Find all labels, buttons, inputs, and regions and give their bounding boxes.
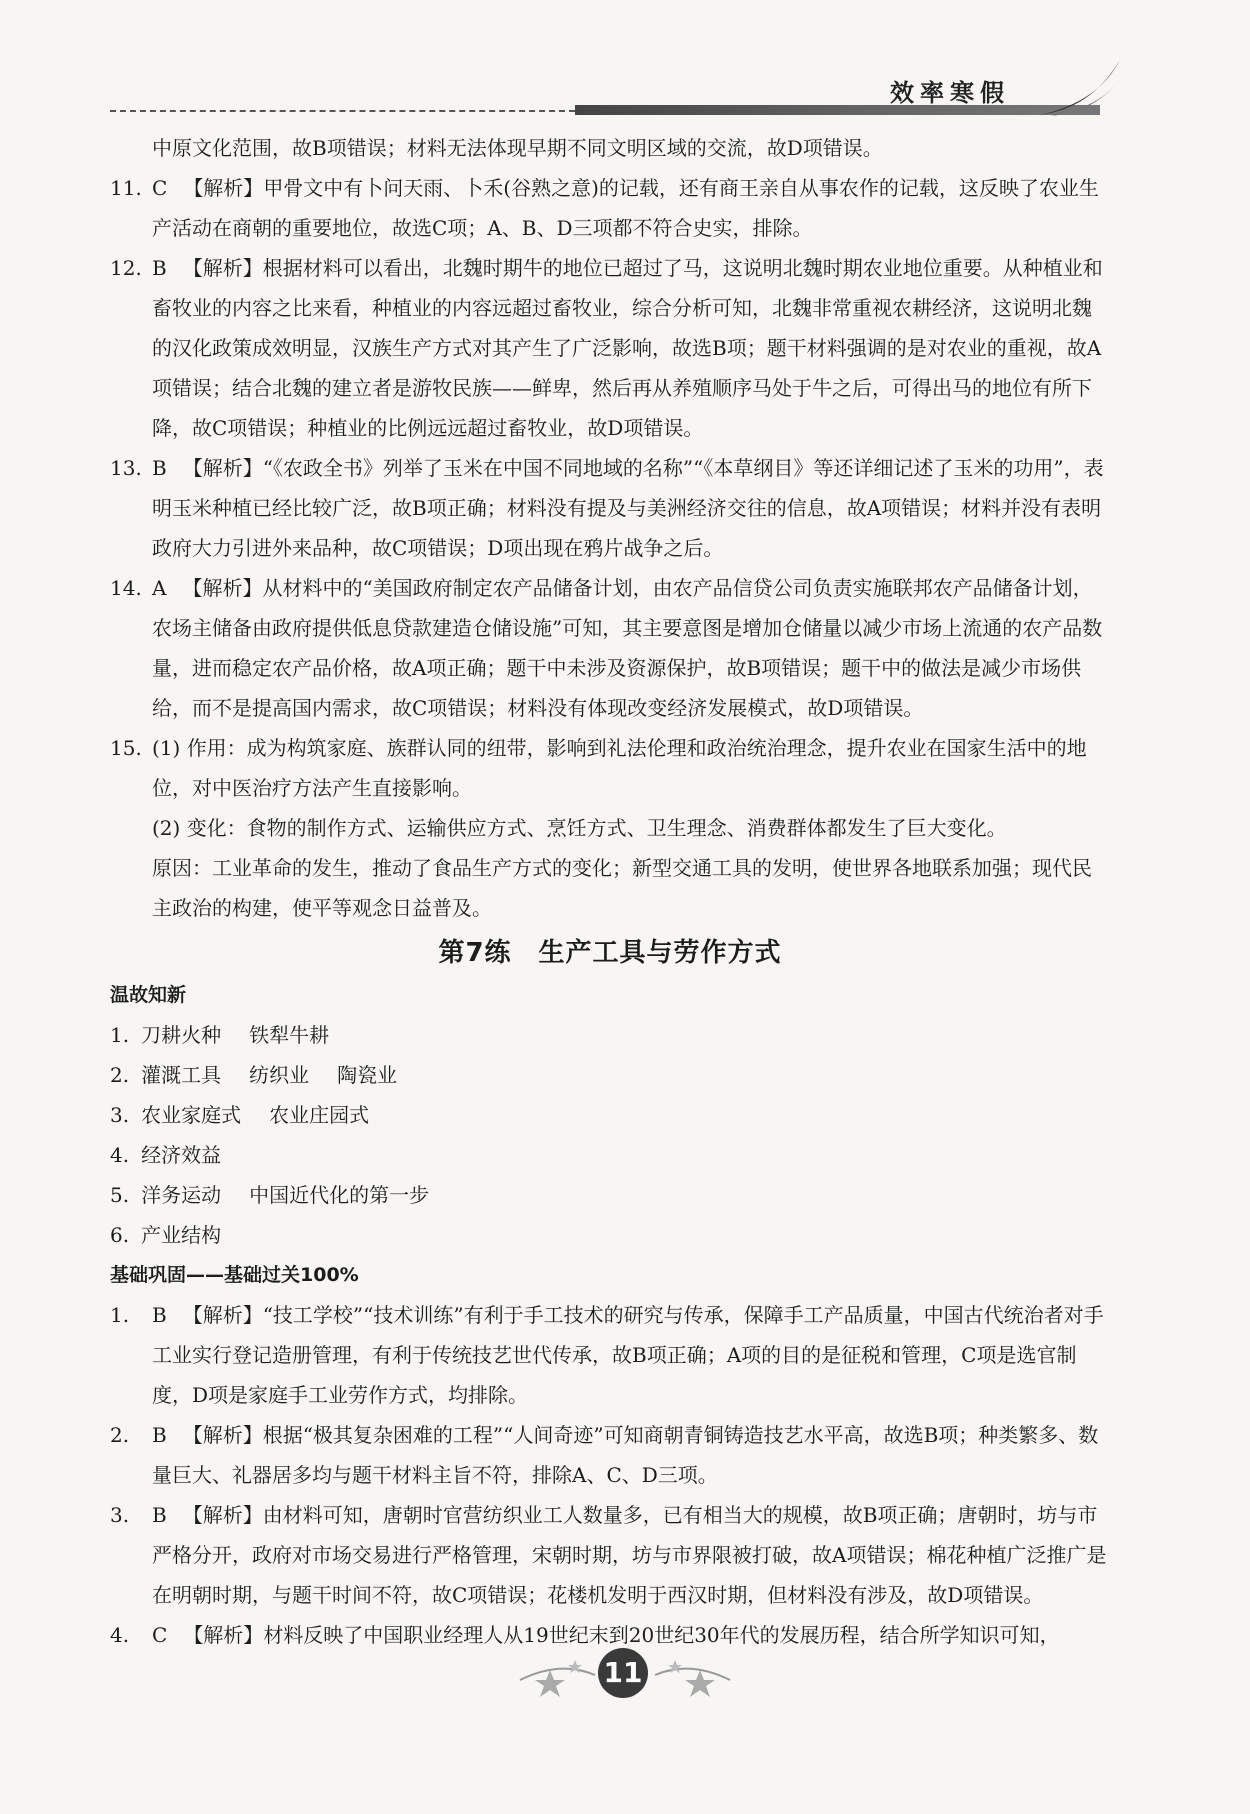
review-answer: 中国近代化的第一步 [249,1183,430,1207]
answer-letter: B [152,1423,167,1447]
answer-number: 1. [110,1303,130,1327]
analysis-text: 由材料可知，唐朝时官营纺织业工人数量多，已有相当大的规模，故B项正确；唐朝时，坊与市严格分开，政府对市场交易进行严格管理，宋朝时期，坊与市界限被打破，故A项错误；棉花种植广泛推广是在明朝时期，与题干时间不符，故C项错误；花楼机发明于西汉时期，但材料没有涉及，故D项错误。 [152,1503,1107,1607]
review-list [110,1015,1110,1255]
page-content [110,128,1110,1655]
review-answer: 刀耕火种 [141,1023,222,1047]
review-answer: 农业家庭式 [141,1103,242,1127]
review-number: 5. [110,1183,130,1207]
review-number: 6. [110,1223,130,1247]
analysis-text: 甲骨文中有卜问天雨、卜禾(谷熟之意)的记载，还有商王亲自从事农作的记载，这反映了农业生产活动在商朝的重要地位，故选C项；A、B、D三项都不符合史实，排除。 [152,176,1099,240]
analysis-text: 材料反映了中国职业经理人从19世纪末到20世纪30年代的发展历程，结合所学知识可知， [263,1623,1060,1647]
review-item [110,1015,1110,1055]
q15-part1 [110,728,1110,808]
analysis-tag: 【解析】 [182,1423,263,1447]
review-number: 2. [110,1063,130,1087]
answer-letter: B [152,256,167,280]
answer-letter: A [152,576,167,600]
section-title: 第7练 生产工具与劳作方式 [438,938,782,968]
page-number: 11 [598,1648,648,1698]
answer-number: 14. [110,576,142,600]
answer-item [110,168,1110,248]
answer-letter: B [152,456,167,480]
answers-top-list [110,168,1110,728]
review-answer: 洋务运动 [141,1183,222,1207]
answer-item [110,1415,1110,1495]
review-number: 1. [110,1023,130,1047]
header-bar [575,105,1100,115]
basics-list [110,1295,1110,1655]
analysis-text: 根据“极其复杂困难的工程”“人间奇迹”可知商朝青铜铸造技艺水平高，故选B项；种类繁多、数量巨大、礼器居多均与题干材料主旨不符，排除A、C、D三项。 [152,1423,1099,1487]
page-footer [510,1640,740,1710]
answer-number: 3. [110,1503,130,1527]
review-answer: 产业结构 [141,1223,222,1247]
review-heading: 温故知新 [110,984,187,1006]
review-item [110,1055,1110,1095]
answer-item [110,448,1110,568]
review-answer: 陶瓷业 [337,1063,398,1087]
intro-line: 中原文化范围，故B项错误；材料无法体现早期不同文明区域的交流，故D项错误。 [152,136,883,160]
analysis-text: 根据材料可以看出，北魏时期牛的地位已超过了马，这说明北魏时期农业地位重要。从种植业和畜牧业的内容之比来看，种植业的内容远超过畜牧业，综合分析可知，北魏非常重视农耕经济，这说明北魏的汉化政策成效明显，汉族生产方式对其产生了广泛影响，故选B项；题干材料强调的是对农业的重视，故A项错误；结合北魏的建立者是游牧民族——鲜卑，然后再从养殖顺序马处于牛之后，可得出马的地位有所下降，故C项错误；种植业的比例远远超过畜牧业，故D项错误。 [152,256,1103,440]
answer-item [110,1295,1110,1415]
q15-part3: 原因：工业革命的发生，推动了食品生产方式的变化；新型交通工具的发明，使世界各地联系加强；现代民主政治的构建，使平等观念日益普及。 [152,856,1092,920]
answer-number: 12. [110,256,142,280]
review-answer: 铁犁牛耕 [249,1023,330,1047]
review-answer: 经济效益 [141,1143,222,1167]
q15-part1-text: (1) 作用：成为构筑家庭、族群认同的纽带，影响到礼法伦理和政治统治理念，提升农业在国家生活中的地位，对中医治疗方法产生直接影响。 [152,736,1087,800]
review-item [110,1215,1110,1255]
answer-number: 2. [110,1423,130,1447]
swoosh-icon [1035,58,1125,118]
review-answer: 灌溉工具 [141,1063,222,1087]
basics-heading: 基础巩固——基础过关100% [110,1264,359,1286]
header-title: 效率寒假 [890,79,1010,107]
q15-number: 15. [110,736,142,760]
answer-letter: B [152,1303,167,1327]
analysis-tag: 【解析】 [182,576,263,600]
analysis-text: “技工学校”“技术训练”有利于手工技术的研究与传承，保障手工产品质量，中国古代统治者对手工业实行登记造册管理，有利于传统技艺世代传承，故B项正确；A项的目的是征税和管理，C项是选官制度，D项是家庭手工业劳作方式，均排除。 [152,1303,1104,1407]
review-answer: 农业庄园式 [269,1103,370,1127]
answer-number: 4. [110,1623,130,1647]
analysis-tag: 【解析】 [183,176,264,200]
review-item [110,1095,1110,1135]
analysis-tag: 【解析】 [182,456,263,480]
header-dashed-rule [110,110,575,112]
answer-number: 11. [110,176,142,200]
answer-number: 13. [110,456,142,480]
analysis-tag: 【解析】 [183,1623,264,1647]
q15-part2: (2) 变化：食物的制作方式、运输供应方式、烹饪方式、卫生理念、消费群体都发生了巨大变化。 [152,816,1007,840]
answer-item [110,568,1110,728]
review-answer: 纺织业 [249,1063,310,1087]
analysis-tag: 【解析】 [182,1503,263,1527]
review-number: 3. [110,1103,130,1127]
analysis-text: 从材料中的“美国政府制定农产品储备计划，由农产品信贷公司负责实施联邦农产品储备计划，农场主储备由政府提供低息贷款建造仓储设施”可知，其主要意图是增加仓储量以减少市场上流通的农产品数量，进而稳定农产品价格，故A项正确；题干中未涉及资源保护，故B项错误；题干中的做法是减少市场供给，而不是提高国内需求，故C项错误；材料没有体现改变经济发展模式，故D项错误。 [152,576,1103,720]
answer-letter: C [152,176,168,200]
review-item [110,1175,1110,1215]
review-item [110,1135,1110,1175]
analysis-text: “《农政全书》列举了玉米在中国不同地域的名称”“《本草纲目》等还详细记述了玉米的功用”，表明玉米种植已经比较广泛，故B项正确；材料没有提及与美洲经济交往的信息，故A项错误；材料并没有表明政府大力引进外来品种，故C项错误；D项出现在鸦片战争之后。 [152,456,1104,560]
answer-item [110,1495,1110,1615]
answer-letter: C [152,1623,168,1647]
analysis-tag: 【解析】 [182,1303,263,1327]
page-header [110,58,1110,118]
answer-letter: B [152,1503,167,1527]
review-number: 4. [110,1143,130,1167]
analysis-tag: 【解析】 [182,256,263,280]
answer-item [110,248,1110,448]
